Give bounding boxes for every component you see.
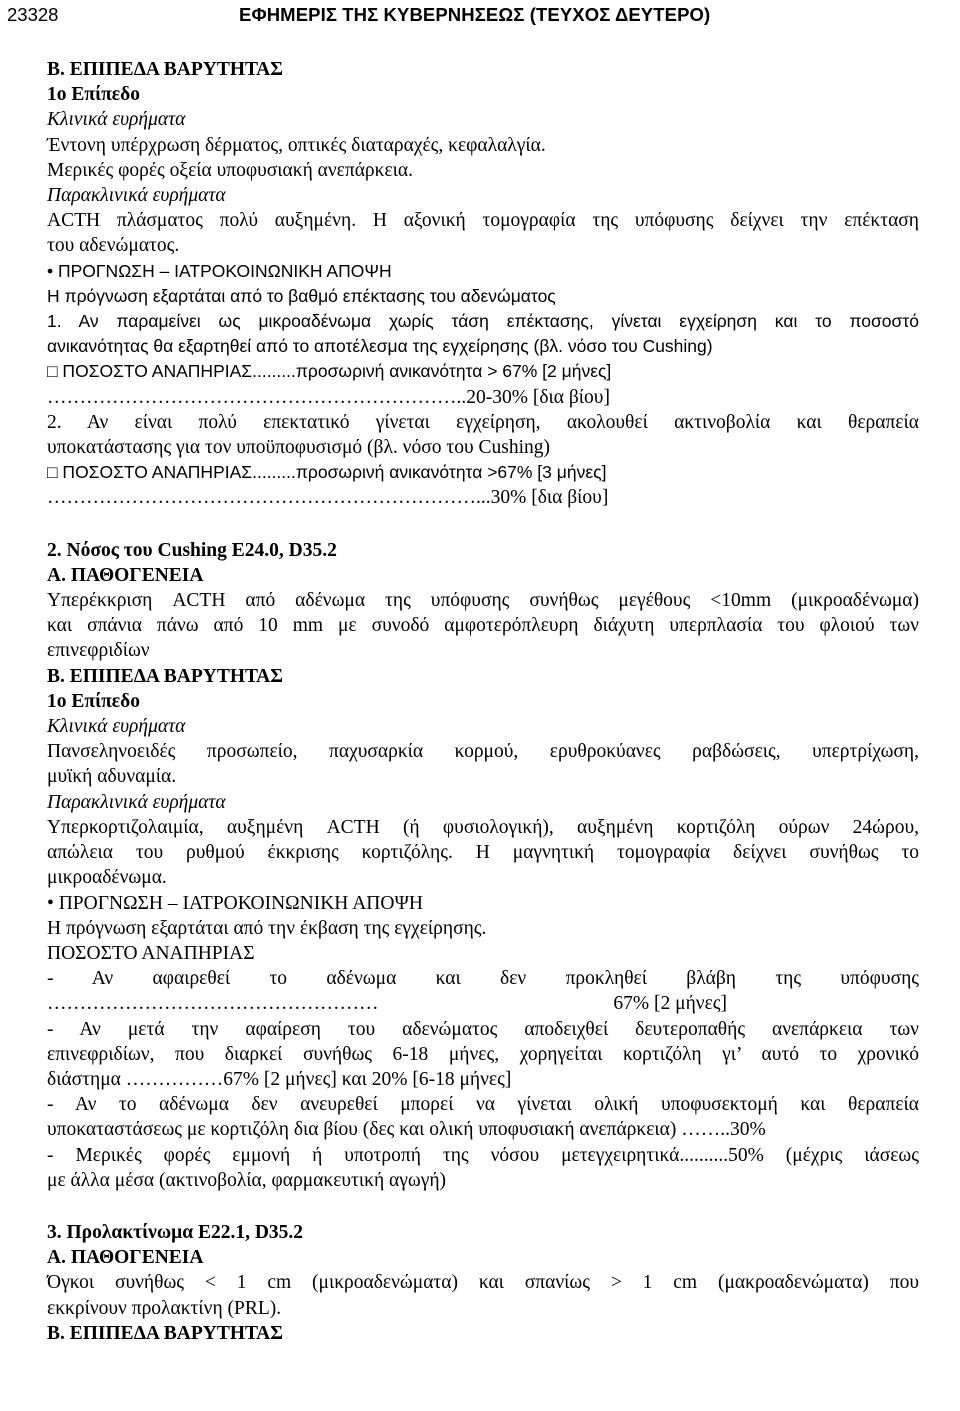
text-line: του αδενώματος. [47, 235, 180, 257]
disability-rate-lifelong: …………………………………………………………...30% [δια βίου] [47, 487, 609, 509]
clinical-label: Κλινικά ευρήματα [47, 716, 186, 738]
pathogenesis-heading: Α. ΠΑΘΟΓΕΝΕΙΑ [47, 564, 204, 586]
paraclinical-label: Παρακλινικά ευρήματα [47, 791, 226, 813]
gazette-title: ΕΦΗΜΕΡΙΣ ΤΗΣ ΚΥΒΕΡΝΗΣΕΩΣ (ΤΕΥΧΟΣ ΔΕΥΤΕΡΟ) [239, 4, 711, 25]
text-line: Έντονη υπέρχρωση δέρματος, οπτικές διαταραχές, κεφαλαλγία. [47, 134, 546, 156]
text-line: - Αν αφαιρεθεί το αδένωμα και δεν προκληθεί βλάβη της υπόφυσης [47, 968, 919, 990]
disability-rate: □ ΠΟΣΟΣΤΟ ΑΝΑΠΗΡΙΑΣ.........προσωρινή ανικανότητα > 67% [2 μήνες] [47, 361, 612, 382]
paraclinical-label: Παρακλινικά ευρήματα [47, 185, 226, 207]
text-line: Μερικές φορές οξεία υποφυσιακή ανεπάρκεια. [47, 159, 414, 181]
text-line: Υπερκορτιζολαιμία, αυξημένη ACTH (ή φυσιολογική), αυξημένη κορτιζόλη ούρων 24ώρου, [47, 816, 919, 838]
text-line: απώλεια του ρυθμού έκκρισης κορτιζόλης. Η μαγνητική τομογραφία δείχνει συνήθως το [47, 842, 919, 864]
text-line: υποκαταστάσεως με κορτιζόλη δια βίου (δες και ολική υποφυσιακή ανεπάρκεια) ……..30% [47, 1119, 766, 1141]
page-header [7, 2, 953, 28]
text-line: Υπερέκκριση ACTH από αδένωμα της υπόφυσης συνήθως μεγέθους <10mm (μικροαδένωμα) [47, 590, 919, 612]
level-label: 1ο Επίπεδο [47, 84, 140, 106]
prognosis-heading: • ΠΡΟΓΝΩΣΗ – ΙΑΤΡΟΚΟΙΝΩΝΙΚΗ ΑΠΟΨΗ [47, 260, 392, 281]
section-gap [47, 511, 919, 538]
text-line: επινεφριδίων [47, 640, 150, 662]
rate-value: 67% [2 μήνες] [613, 993, 727, 1015]
text-line: 2. Αν είναι πολύ επεκτατικό γίνεται εγχείρηση, ακολουθεί ακτινοβολία και θεραπεία [47, 411, 919, 433]
leader-dots: …………………………………………… [47, 993, 379, 1015]
text-line: επινεφριδίων, που διαρκεί συνήθως 6-18 μήνες, χορηγείται κορτιζόλη γι’ αυτό το χρονικό [47, 1043, 919, 1065]
text-line: υποκατάστασης για τον υποϋποφυσισμό (βλ. νόσο του Cushing) [47, 437, 550, 459]
severity-heading: Β. ΕΠΙΠΕΔΑ ΒΑΡΥΤΗΤΑΣ [47, 59, 283, 80]
text-line: ανικανότητας θα εξαρτηθεί από το αποτέλεσμα της εγχείρησης (βλ. νόσο του Cushing) [47, 336, 713, 357]
page-number: 23328 [7, 4, 59, 25]
text-line: - Αν μετά την αφαίρεση του αδενώματος αποδειχθεί δευτεροπαθής ανεπάρκεια των [47, 1018, 919, 1040]
rate-row [47, 991, 727, 1016]
prognosis-heading: • ΠΡΟΓΝΩΣΗ – ΙΑΤΡΟΚΟΙΝΩΝΙΚΗ ΑΠΟΨΗ [47, 892, 423, 914]
text-line: εκκρίνουν προλακτίνη (PRL). [47, 1297, 282, 1319]
text-line: μυϊκή αδυναμία. [47, 766, 177, 788]
clinical-label: Κλινικά ευρήματα [47, 109, 186, 131]
text-line: με άλλα μέσα (ακτινοβολία, φαρμακευτική αγωγή) [47, 1169, 447, 1191]
level-label: 1ο Επίπεδο [47, 690, 140, 712]
text-line: ACTH πλάσματος πολύ αυξημένη. Η αξονική τομογραφία της υπόφυσης δείχνει την επέκταση [47, 210, 919, 232]
text-line: Πανσεληνοειδές προσωπείο, παχυσαρκία κορμού, ερυθροκύανες ραβδώσεις, υπερτρίχωση, [47, 741, 919, 763]
text-line: μικροαδένωμα. [47, 867, 167, 889]
prognosis-text: Η πρόγνωση εξαρτάται από το βαθμό επέκτασης του αδενώματος [47, 285, 556, 306]
text-line: και σπάνια πάνω από 10 mm με συνοδό αμφοτερόπλευρη διάχυτη υπερπλασία του φλοιού των [47, 615, 919, 637]
disability-rate-heading: ΠΟΣΟΣΤΟ ΑΝΑΠΗΡΙΑΣ [47, 942, 255, 964]
section-heading-cushing: 2. Νόσος του Cushing E24.0, D35.2 [47, 539, 337, 561]
prognosis-text: Η πρόγνωση εξαρτάται από την έκβαση της εγχείρησης. [47, 917, 487, 939]
text-line: - Μερικές φορές εμμονή ή υποτροπή της νόσου μετεγχειρητικά..........50% (μέχρις ιάσεως [47, 1144, 919, 1166]
text-line: Όγκοι συνήθως < 1 cm (μικροαδενώματα) και σπανίως > 1 cm (μακροαδενώματα) που [47, 1272, 919, 1294]
document-body [47, 57, 919, 1346]
pathogenesis-heading: Α. ΠΑΘΟΓΕΝΕΙΑ [47, 1247, 204, 1269]
disability-rate: □ ΠΟΣΟΣΤΟ ΑΝΑΠΗΡΙΑΣ.........προσωρινή ανικανότητα >67% [3 μήνες] [47, 462, 607, 483]
severity-heading: Β. ΕΠΙΠΕΔΑ ΒΑΡΥΤΗΤΑΣ [47, 665, 283, 687]
section-gap [47, 1193, 919, 1220]
text-line: - Αν το αδένωμα δεν ανευρεθεί μπορεί να γίνεται ολική υποφυσεκτομή και θεραπεία [47, 1094, 919, 1116]
disability-rate-lifelong: ………………………………………………………..20-30% [δια βίου] [47, 386, 610, 408]
severity-heading: Β. ΕΠΙΠΕΔΑ ΒΑΡΥΤΗΤΑΣ [47, 1322, 283, 1344]
text-line: διάστημα ……………67% [2 μήνες] και 20% [6-18 μήνες] [47, 1068, 512, 1090]
section-heading-prolactinoma: 3. Προλακτίνωμα E22.1, D35.2 [47, 1221, 304, 1243]
text-line: 1. Αν παραμείνει ως μικροαδένωμα χωρίς τάση επέκτασης, γίνεται εγχείρηση και το ποσοστό [47, 311, 919, 332]
